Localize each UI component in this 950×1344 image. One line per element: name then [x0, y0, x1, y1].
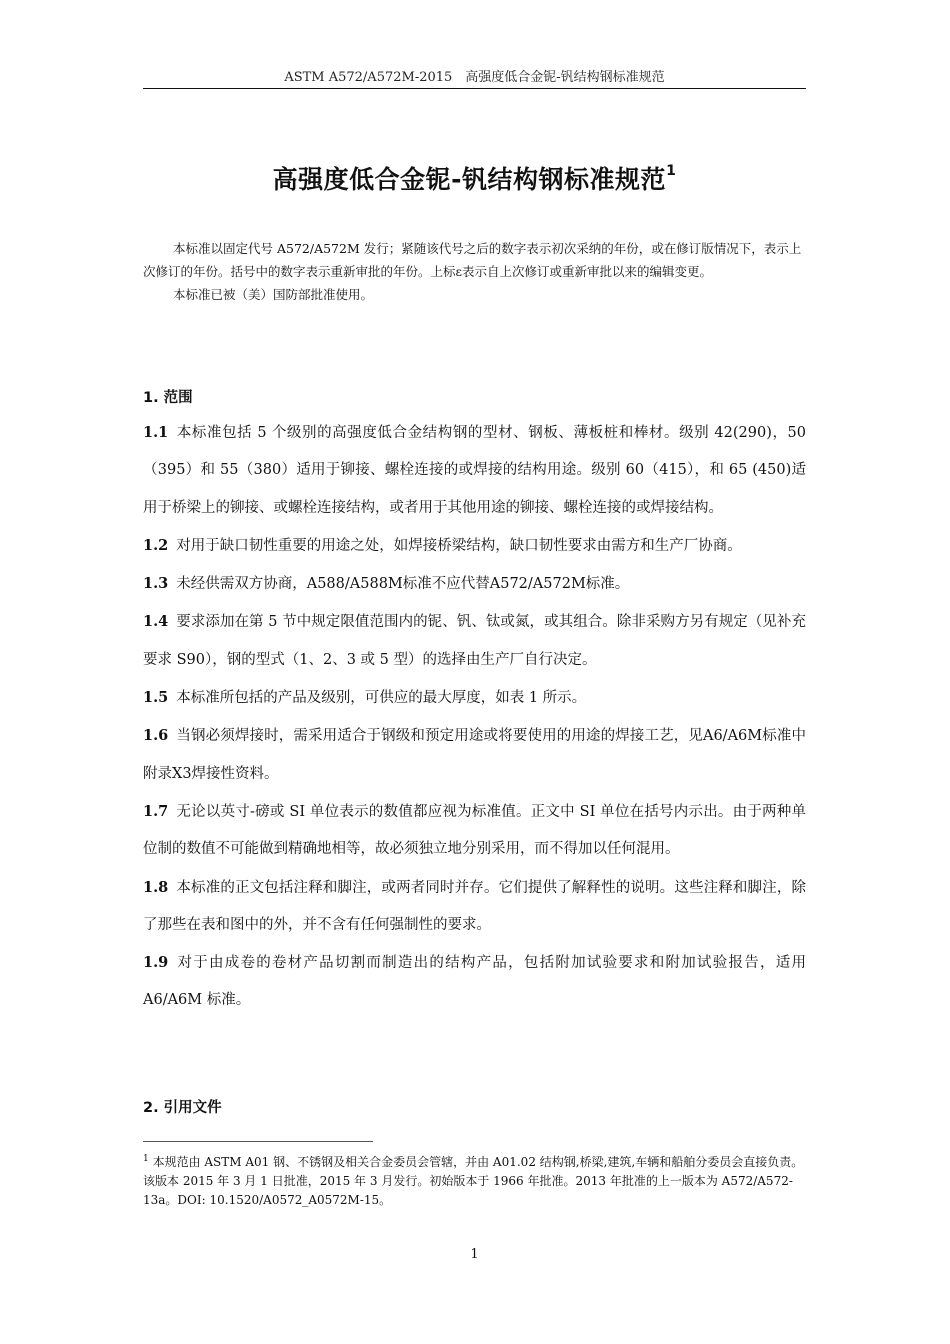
clause-number: 1.4: [143, 613, 169, 631]
clause-number: 1.3: [143, 575, 169, 593]
clause-number: 1.8: [143, 878, 169, 896]
clause-1-3: [143, 565, 806, 603]
footnote-mark: 1: [143, 1154, 149, 1164]
clause-text: 要求添加在第 5 节中规定限值范围内的铌、钒、钛或氮，或其组合。除非采购方另有规定（见补充要求 S90），钢的型式（1、2、3 或 5 型）的选择由生产厂自行决定。: [143, 614, 806, 668]
section-heading-referenced-documents: 2. 引用文件: [143, 1100, 222, 1116]
clause-1-9: [143, 944, 806, 1020]
footnote-1: [143, 1150, 806, 1172]
clause-text: 当钢必须焊接时，需采用适合于钢级和预定用途或将要使用的用途的焊接工艺，见A6/A6M标准中附录X3焊接性资料。: [143, 728, 806, 782]
clause-text: 对用于缺口韧性重要的用途之处，如焊接桥梁结构，缺口韧性要求由需方和生产厂协商。: [176, 537, 742, 554]
header-rule: [143, 88, 806, 89]
preface-paragraph: 本标准以固定代号 A572/A572M 发行；紧随该代号之后的数字表示初次采纳的年份，或在修订版情况下，表示上次修订的年份。括号中的数字表示重新审批的年份。上标ε表示自上次修订或重新审批以来的编辑变更。: [143, 241, 802, 279]
clause-number: 1.5: [143, 689, 169, 707]
section-heading-scope: 1. 范围: [143, 390, 193, 406]
preface-paragraph: 本标准已被（美）国防部批准使用。: [173, 287, 374, 302]
page-number: 1: [470, 1247, 479, 1262]
title-footnote-mark[interactable]: 1: [666, 162, 677, 179]
clause-text: 本标准包括 5 个级别的高强度低合金结构钢的型材、钢板、薄板桩和棒材。级别 42(290)，50（395）和 55（380）适用于铆接、螺栓连接的或焊接的结构用途。级别 60（415），和 65 (450)适用于桥梁上的铆接、或螺栓连接结构，或者用于其他用途的铆接、螺栓连接的或焊接结构。: [143, 425, 806, 516]
clause-number: 1.7: [143, 802, 169, 820]
clause-1-1: [143, 414, 806, 527]
preface: [143, 237, 806, 306]
clause-1-5: [143, 679, 806, 717]
clause-1-2: [143, 527, 806, 565]
clause-1-4: [143, 603, 806, 679]
running-header: ASTM A572/A572M-2015 高强度低合金铌-钒结构钢标准规范: [284, 70, 665, 85]
document-title: [143, 160, 806, 196]
scope-clauses: [143, 414, 806, 1020]
clause-text: 本标准所包括的产品及级别，可供应的最大厚度，如表 1 所示。: [176, 690, 587, 707]
clause-number: 1.9: [143, 954, 169, 972]
clause-number: 1.1: [143, 424, 169, 441]
footnote-rule: [143, 1141, 373, 1142]
clause-1-7: [143, 793, 806, 869]
clause-number: 1.2: [143, 536, 169, 554]
clause-text: 对于由成卷的卷材产品切割而制造出的结构产品，包括附加试验要求和附加试验报告，适用 A6/A6M 标准。: [143, 955, 806, 1009]
clause-text: 未经供需双方协商，A588/A588M标准不应代替A572/A572M标准。: [176, 576, 630, 593]
footnote-text: 本规范由 ASTM A01 钢、不锈钢及相关合金委员会管辖，并由 A01.02 结构钢,桥梁,建筑,车辆和船舶分委员会直接负责。: [152, 1155, 804, 1169]
footnote-approval: 该版本 2015 年 3 月 1 日批准，2015 年 3 月发行。初始版本于 1966 年批准。2013 年批准的上一版本为 A572/A572-13a。DOI: 10.1520/A0572_A0572M-15。: [143, 1174, 793, 1207]
clause-number: 1.6: [143, 727, 169, 745]
footnotes: [143, 1150, 806, 1210]
clause-text: 无论以英寸-磅或 SI 单位表示的数值都应视为标准值。正文中 SI 单位在括号内示出。由于两种单位制的数值不可能做到精确地相等，故必须独立地分别采用，而不得加以任何混用。: [143, 803, 806, 858]
document-title-text: 高强度低合金铌-钒结构钢标准规范: [272, 165, 667, 194]
clause-1-8: [143, 869, 806, 945]
clause-text: 本标准的正文包括注释和脚注，或两者同时并存。它们提供了解释性的说明。这些注释和脚注，除了那些在表和图中的外，并不含有任何强制性的要求。: [143, 879, 806, 933]
clause-1-6: [143, 717, 806, 793]
